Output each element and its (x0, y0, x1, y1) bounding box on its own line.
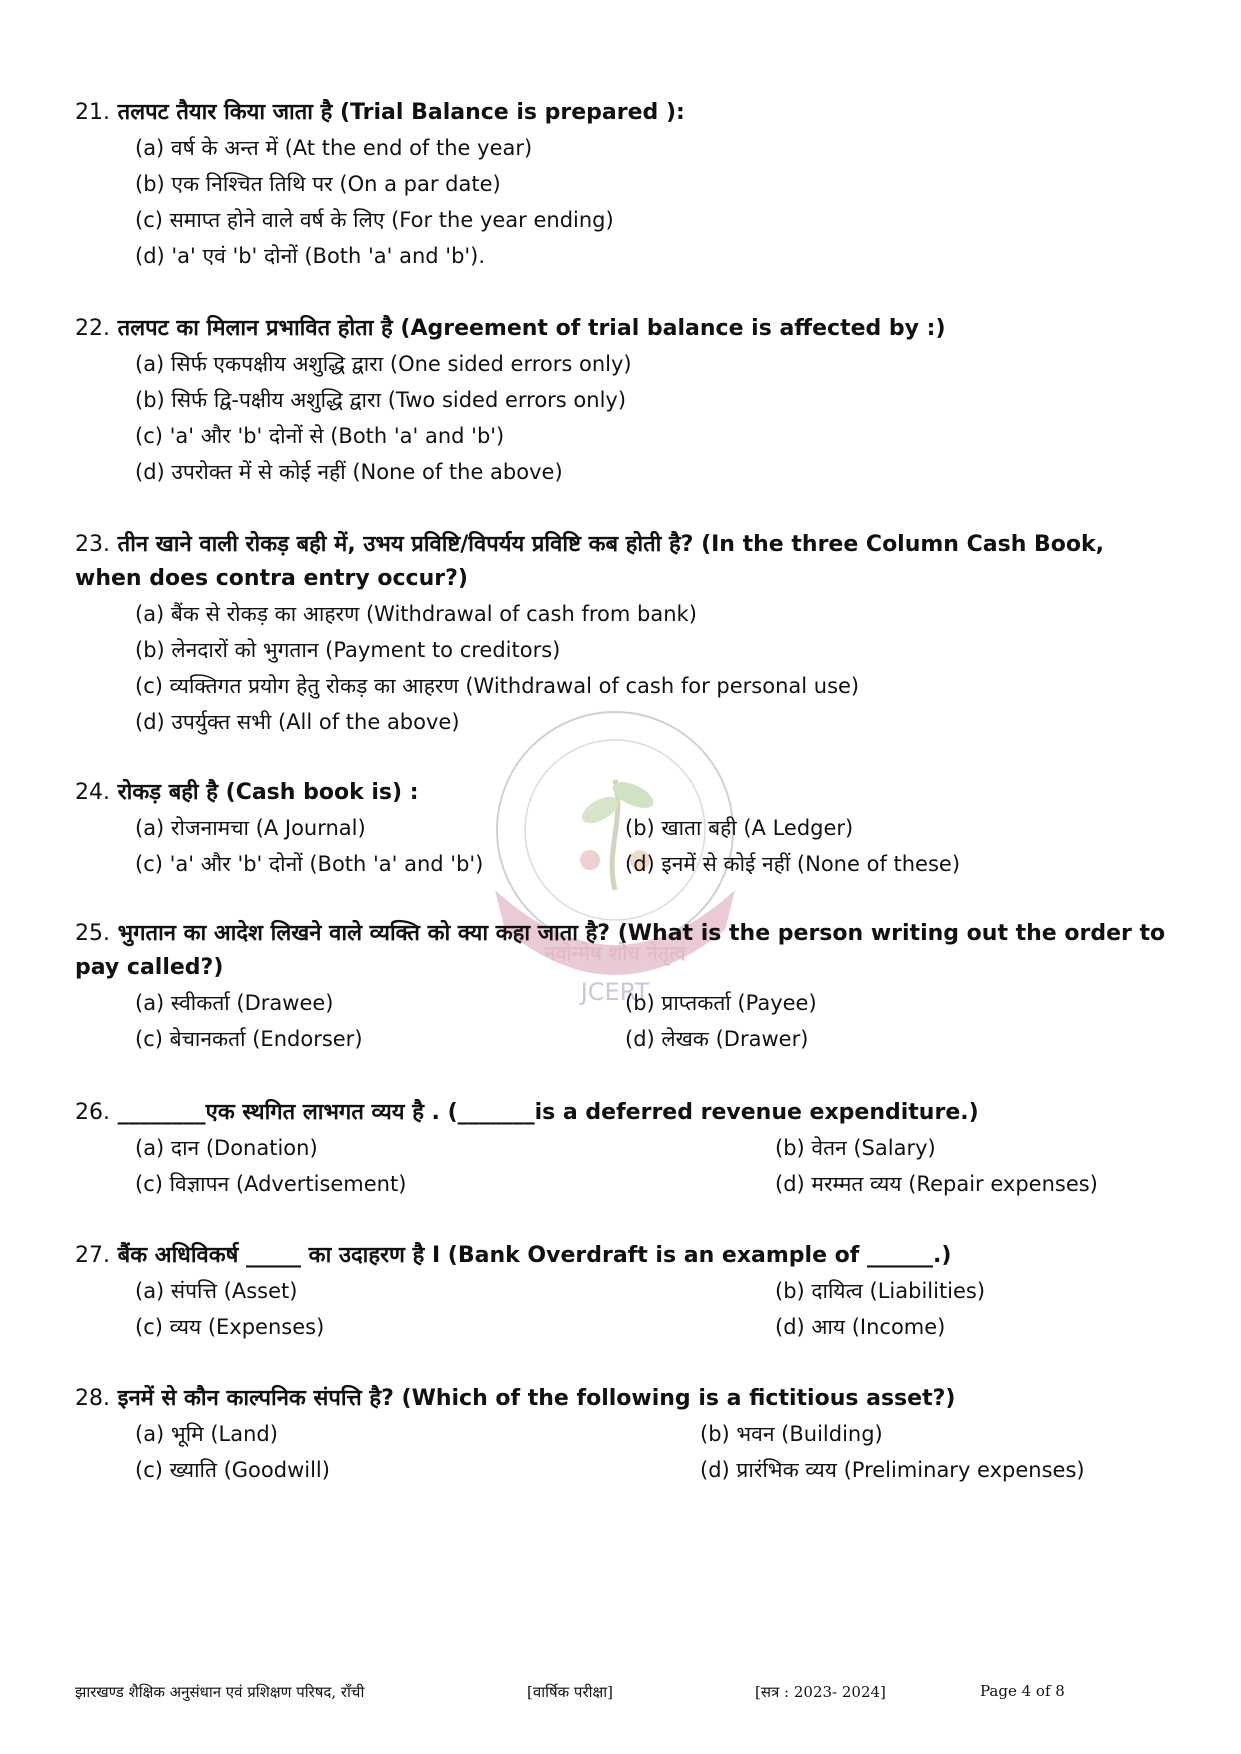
question-27 (75, 1239, 1175, 1345)
option-d: (d) आय (Income) (775, 1315, 946, 1339)
question-stem: ________एक स्थगित लाभगत व्यय है . (_______is a deferred revenue expenditure.) (117, 1100, 979, 1125)
option-d: (d) 'a' एवं 'b' दोनों (Both 'a' and 'b'). (135, 244, 486, 268)
question-stem: भुगतान का आदेश लिखने वाले व्यक्ति को क्या कहा जाता है? (What is the person writing out the order to pay called?) (75, 921, 1166, 980)
question-stem: बैंक अधिविकर्ष _____ का उदाहरण है I (Bank Overdraft is an example of ______.) (117, 1243, 952, 1268)
option-b: (b) सिर्फ द्वि-पक्षीय अशुद्धि द्वारा (Two sided errors only) (135, 388, 627, 412)
question-stem: तलपट तैयार किया जाता है (Trial Balance is prepared ): (117, 100, 685, 125)
option-d: (d) लेखक (Drawer) (625, 1027, 809, 1051)
option-c: (c) 'a' और 'b' दोनों (Both 'a' and 'b') (135, 852, 484, 876)
question-22-text (75, 312, 1175, 346)
question-stem: तलपट का मिलान प्रभावित होता है (Agreement of trial balance is affected by :) (117, 316, 946, 341)
option-c: (c) 'a' और 'b' दोनों से (Both 'a' and 'b') (135, 424, 505, 448)
question-21 (75, 96, 1175, 274)
footer-session: [सत्र : 2023- 2024] (755, 1683, 886, 1701)
option-a: (a) रोजनामचा (A Journal) (135, 816, 366, 840)
option-c: (c) विज्ञापन (Advertisement) (135, 1172, 407, 1196)
question-number: 26. (75, 1100, 110, 1125)
question-stem: इनमें से कौन काल्पनिक संपत्ति है? (Which of the following is a fictitious asset?) (117, 1386, 956, 1411)
question-24 (75, 776, 1175, 882)
footer-page-number: Page 4 of 8 (980, 1682, 1065, 1700)
option-c: (c) बेचानकर्ता (Endorser) (135, 1027, 363, 1051)
question-22 (75, 312, 1175, 490)
question-27-text (75, 1239, 1175, 1273)
option-d: (d) उपर्युक्त सभी (All of the above) (135, 710, 460, 734)
question-number: 25. (75, 921, 110, 946)
footer-exam: [वार्षिक परीक्षा] (527, 1683, 613, 1701)
option-a: (a) संपत्ति (Asset) (135, 1279, 298, 1303)
watermark-motto: नवोन्मेष शोध नेतृत्व (544, 941, 686, 965)
question-number: 21. (75, 100, 110, 125)
question-25-text (75, 917, 1175, 985)
question-28-text (75, 1382, 1175, 1416)
option-d: (d) उपरोक्त में से कोई नहीं (None of the above) (135, 460, 563, 484)
question-28 (75, 1382, 1175, 1488)
question-number: 23. (75, 532, 110, 557)
option-c: (c) ख्याति (Goodwill) (135, 1458, 330, 1482)
question-number: 22. (75, 316, 110, 341)
option-b: (b) वेतन (Salary) (775, 1136, 936, 1160)
option-c: (c) व्यय (Expenses) (135, 1315, 325, 1339)
option-a: (a) स्वीकर्ता (Drawee) (135, 991, 334, 1015)
option-c: (c) समाप्त होने वाले वर्ष के लिए (For the year ending) (135, 208, 614, 232)
question-26 (75, 1096, 1175, 1202)
question-stem: तीन खाने वाली रोकड़ बही में, उभय प्रविष्टि/विपर्यय प्रविष्टि कब होती है? (In the three Column Cash Book, when does contra entry occur?) (75, 532, 1105, 591)
option-b: (b) प्राप्तकर्ता (Payee) (625, 991, 817, 1015)
option-b: (b) भवन (Building) (700, 1422, 883, 1446)
question-number: 24. (75, 780, 110, 805)
question-stem: रोकड़ बही है (Cash book is) : (117, 780, 419, 805)
question-23-text (75, 528, 1175, 596)
option-a: (a) भूमि (Land) (135, 1422, 278, 1446)
question-number: 27. (75, 1243, 110, 1268)
option-a: (a) वर्ष के अन्त में (At the end of the year) (135, 136, 533, 160)
option-a: (a) बैंक से रोकड़ का आहरण (Withdrawal of cash from bank) (135, 602, 697, 626)
footer-council: झारखण्ड शैक्षिक अनुसंधान एवं प्रशिक्षण परिषद, राँची (75, 1683, 365, 1701)
question-26-text (75, 1096, 1175, 1130)
option-d: (d) प्रारंभिक व्यय (Preliminary expenses) (700, 1458, 1085, 1482)
question-25 (75, 917, 1175, 1057)
option-b: (b) एक निश्चित तिथि पर (On a par date) (135, 172, 501, 196)
option-b: (b) लेनदारों को भुगतान (Payment to creditors) (135, 638, 561, 662)
watermark-abbr: JCERT (580, 978, 650, 1006)
question-24-text (75, 776, 1175, 810)
option-a: (a) सिर्फ एकपक्षीय अशुद्धि द्वारा (One sided errors only) (135, 352, 632, 376)
option-d: (d) मरम्मत व्यय (Repair expenses) (775, 1172, 1098, 1196)
option-c: (c) व्यक्तिगत प्रयोग हेतु रोकड़ का आहरण (Withdrawal of cash for personal use) (135, 674, 860, 698)
option-b: (b) खाता बही (A Ledger) (625, 816, 854, 840)
question-number: 28. (75, 1386, 110, 1411)
question-23 (75, 528, 1175, 740)
question-21-text (75, 96, 1175, 130)
option-b: (b) दायित्व (Liabilities) (775, 1279, 986, 1303)
option-d: (d) इनमें से कोई नहीं (None of these) (625, 852, 961, 876)
option-a: (a) दान (Donation) (135, 1136, 318, 1160)
